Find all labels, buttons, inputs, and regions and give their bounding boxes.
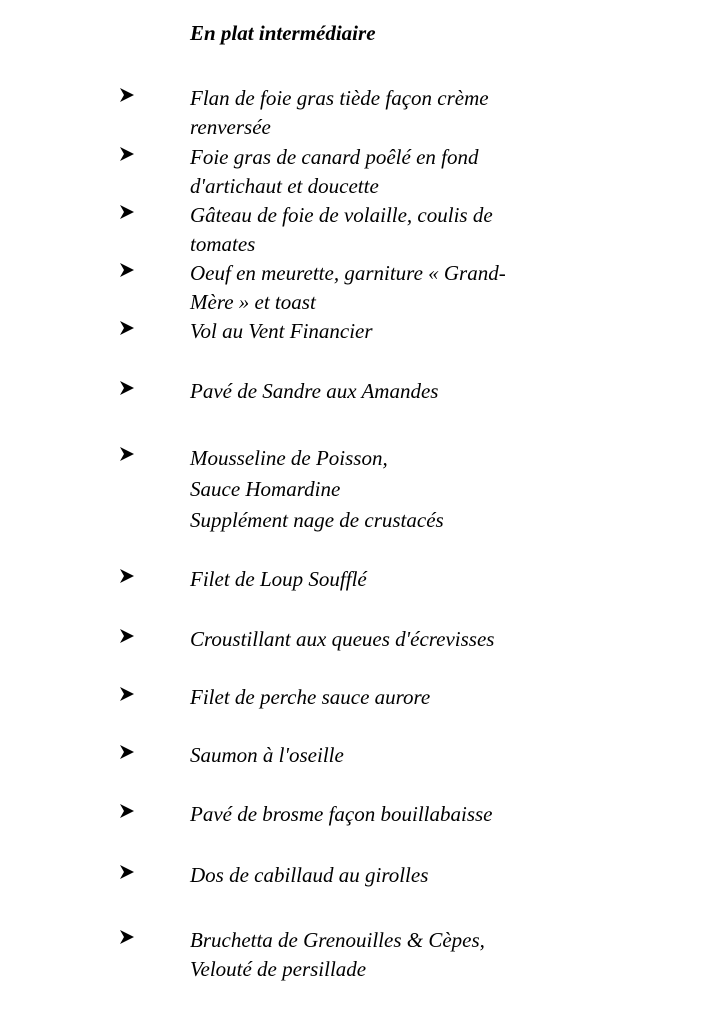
arrowhead-bullet-icon [119, 686, 135, 702]
arrowhead-bullet-icon [119, 446, 135, 462]
list-item-line: Supplément nage de crustacés [190, 508, 444, 532]
arrowhead-bullet-icon [119, 380, 135, 396]
arrowhead-bullet-icon [119, 320, 135, 336]
list-item-line: Filet de Loup Soufflé [190, 567, 367, 591]
arrowhead-bullet-icon [119, 146, 135, 162]
list-item-line: Sauce Homardine [190, 477, 341, 501]
list-item-line: Flan de foie gras tiède façon crème [190, 86, 489, 110]
list-item-text [190, 317, 373, 346]
list-item-text [190, 377, 438, 406]
list-item-line: Mousseline de Poisson, [190, 446, 388, 470]
arrowhead-bullet-icon [119, 568, 135, 584]
list-item-text [190, 84, 489, 141]
list-item-text [190, 443, 444, 536]
list-item-text [190, 861, 428, 890]
list-item-line: Velouté de persillade [190, 956, 367, 981]
list-item-line: Filet de perche sauce aurore [190, 685, 431, 709]
list-item-line: d'artichaut et doucette [190, 173, 379, 198]
list-item-line: Mère » et toast [190, 289, 316, 314]
arrowhead-bullet-icon [119, 744, 135, 760]
list-item-text [190, 201, 493, 258]
list-item-text [190, 143, 479, 200]
list-item-line: Vol au Vent Financier [190, 319, 373, 343]
arrowhead-bullet-icon [119, 803, 135, 819]
arrowhead-bullet-icon [119, 87, 135, 103]
list-item-line: Saumon à l'oseille [190, 743, 344, 767]
arrowhead-bullet-icon [119, 864, 135, 880]
arrowhead-bullet-icon [119, 929, 135, 945]
list-item-line: Oeuf en meurette, garniture « Grand- [190, 261, 506, 285]
arrowhead-bullet-icon [119, 204, 135, 220]
list-item-line: Gâteau de foie de volaille, coulis de [190, 203, 493, 227]
arrowhead-bullet-icon [119, 628, 135, 644]
arrowhead-bullet-icon [119, 262, 135, 278]
list-item-line: Croustillant aux queues d'écrevisses [190, 627, 495, 651]
page-title: En plat intermédiaire [190, 21, 376, 45]
list-item-line: Dos de cabillaud au girolles [190, 863, 429, 887]
list-item-text [190, 259, 506, 316]
list-item-line: Pavé de Sandre aux Amandes [190, 379, 439, 403]
list-item-text [190, 741, 344, 770]
list-item-text [190, 683, 430, 712]
list-item-text [190, 926, 485, 983]
list-item-line: Pavé de brosme façon bouillabaisse [190, 802, 493, 826]
list-item-text [190, 565, 367, 594]
list-item-line: Bruchetta de Grenouilles & Cèpes, [190, 928, 485, 952]
list-item-line: Foie gras de canard poêlé en fond [190, 145, 479, 169]
list-item-text [190, 625, 494, 654]
list-item-text [190, 800, 493, 829]
list-item-line: renversée [190, 114, 271, 139]
list-item-line: tomates [190, 231, 256, 256]
